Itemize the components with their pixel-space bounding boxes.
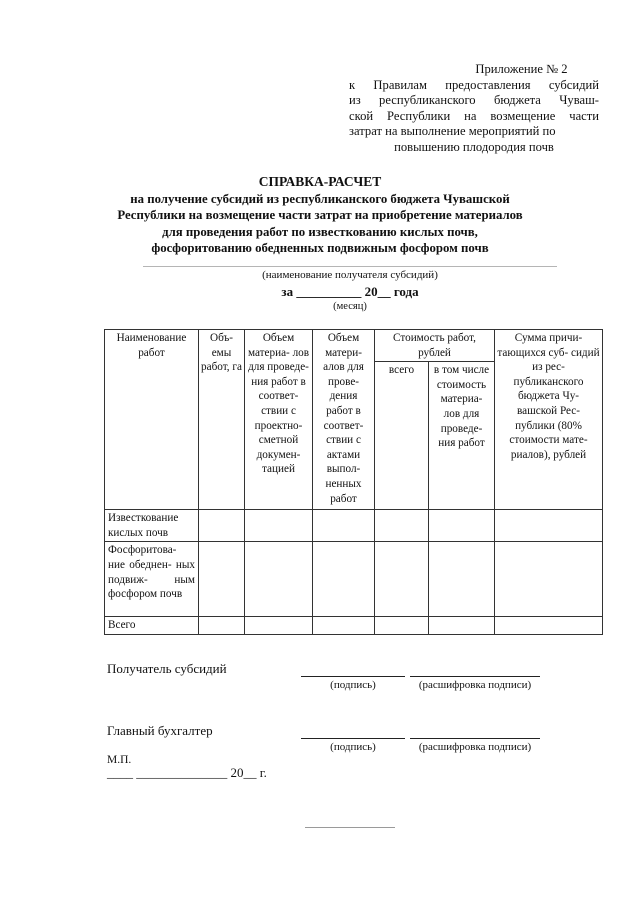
table-cell (313, 617, 375, 635)
footer-divider (305, 827, 395, 828)
decode-caption: (расшифровка подписи) (418, 679, 532, 691)
month-caption: (месяц) (333, 301, 367, 312)
header-subsidy-sum: Сумма причи- тающихся суб- сидий из рес- публиканского бюджета Чу- вашской Рес- публики (80% стоимости мате- риалов), рублей (495, 330, 603, 510)
row-label: Всего (105, 617, 199, 635)
table-cell (245, 510, 313, 542)
appendix-line: к Правилам предоставления субсидий (349, 77, 599, 92)
table-cell (429, 510, 495, 542)
table-cell (313, 542, 375, 617)
signature-decode-line (410, 738, 540, 739)
table-cell (245, 617, 313, 635)
table-cell (495, 542, 603, 617)
table-row (105, 510, 603, 542)
row-label: Фосфоритова- ние обеднен- ных подвиж- ным фосфором почв (105, 542, 199, 617)
appendix-line: повышению плодородия почв (394, 139, 554, 154)
document-title: СПРАВКА-РАСЧЕТ (258, 174, 382, 189)
header-work-volume: Объ- емы работ, га (199, 330, 245, 510)
table-row (105, 542, 603, 617)
appendix-block (349, 62, 599, 156)
header-cost-total: всего (375, 362, 429, 510)
appendix-line: ской Республики на возмещение части (349, 108, 599, 123)
decode-caption: (расшифровка подписи) (418, 741, 532, 753)
calculation-table (104, 329, 603, 635)
table-row (105, 617, 603, 635)
appendix-title: Приложение № 2 (475, 62, 568, 76)
table-cell (199, 617, 245, 635)
signature-decode-line (410, 676, 540, 677)
table-cell (495, 510, 603, 542)
header-work-name: Наименование работ (105, 330, 199, 510)
header-cost-group: Стоимость работ, рублей (375, 330, 495, 362)
signature-line (301, 676, 405, 677)
table-cell (495, 617, 603, 635)
recipient-name-caption: (наименование получателя субсидий) (262, 269, 438, 281)
row-label: Известкование кислых почв (105, 510, 199, 542)
document-heading (80, 174, 560, 256)
signature-caption: (подпись) (330, 679, 376, 691)
table-cell (199, 542, 245, 617)
header-materials-acts: Объем матери- алов для прове- дения работ в соответ- ствии с актами выпол- ненных работ (313, 330, 375, 510)
heading-line: на получение субсидий из республиканского бюджета Чувашской (130, 192, 510, 207)
recipient-label: Получатель субсидий (107, 661, 227, 676)
signature-caption: (подпись) (330, 741, 376, 753)
heading-line: фосфоритованию обедненных подвижным фосфором почв (151, 240, 489, 255)
appendix-line: затрат на выполнение мероприятий по (349, 124, 556, 139)
table-cell (429, 542, 495, 617)
table-cell (375, 510, 429, 542)
table-cell (429, 617, 495, 635)
stamp-place: М.П. (107, 754, 132, 766)
table-cell (313, 510, 375, 542)
accountant-label: Главный бухгалтер (107, 723, 213, 738)
header-cost-materials: в том числе стоимость материа- лов для проведе- ния работ (429, 362, 495, 510)
heading-line: Республики на возмещение части затрат на приобретение материалов (117, 208, 523, 223)
heading-line: для проведения работ по известкованию кислых почв, (162, 224, 478, 239)
signature-line (301, 738, 405, 739)
table-cell (199, 510, 245, 542)
table-cell (375, 617, 429, 635)
table-cell (245, 542, 313, 617)
appendix-line: из республиканского бюджета Чуваш- (349, 93, 599, 108)
recipient-name-line (143, 266, 557, 267)
period-line: за __________ 20__ года (281, 284, 419, 299)
date-line: ____ ______________ 20__ г. (107, 765, 267, 780)
header-materials-project: Объем материа- лов для проведе- ния работ в соответ- ствии с проектно- сметной докумен- тацией (245, 330, 313, 510)
table-cell (375, 542, 429, 617)
